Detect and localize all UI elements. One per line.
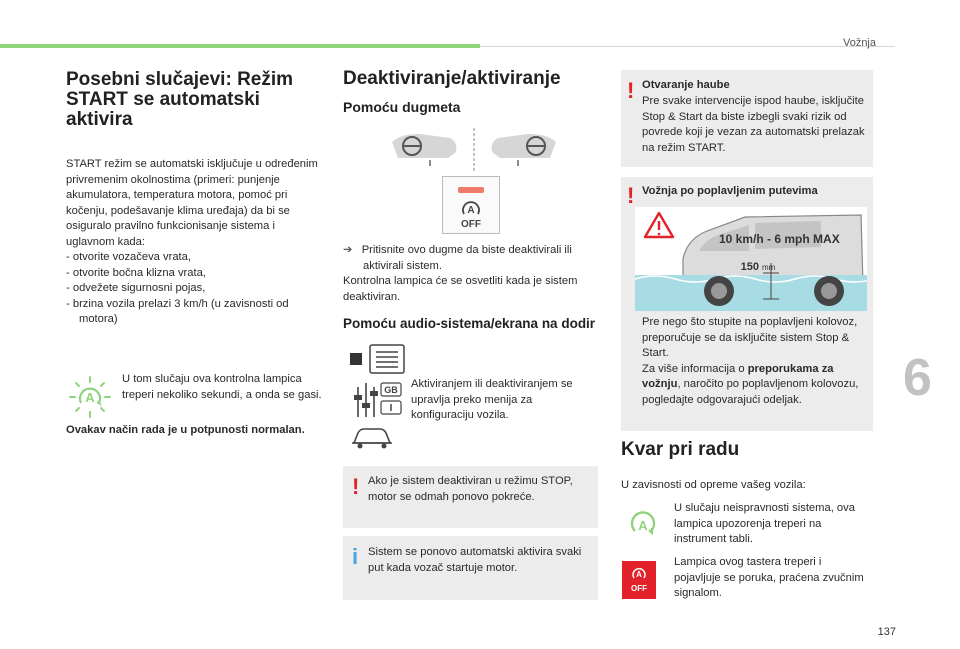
flood-speed-label: 10 km/h - 6 mph MAX bbox=[719, 232, 840, 246]
fault-off-button-icon bbox=[622, 561, 656, 599]
flood-text-1: Pre nego što stupite na poplavljeni kolovoz, preporučuje se da isključite sistem Stop & Start. bbox=[642, 316, 858, 359]
fault-auto-start-icon bbox=[631, 566, 647, 580]
arrow-bullet-icon: ➔ bbox=[343, 244, 353, 256]
header-rule bbox=[480, 46, 895, 47]
warning-icon: ! bbox=[627, 78, 635, 103]
off-button-label: OFF bbox=[461, 219, 481, 230]
start-flashing-lamp-icon bbox=[68, 375, 112, 419]
list-item: - otvorite vozačeva vrata, bbox=[66, 251, 191, 263]
touchscreen-menu-icons bbox=[348, 343, 408, 453]
flood-text-2: Za više informacija o preporukama za vožnju, naročito po poplavljenom kolovozu, pogledajte odgovarajući odeljak. bbox=[642, 362, 859, 406]
fault-item-2: Lampica ovog tastera treperi i pojavljuje se poruka, praćena zvučnim signalom. bbox=[674, 556, 864, 599]
info-restart-text: Sistem se ponovo automatski aktivira svaki put kada vozač startuje motor. bbox=[368, 546, 582, 574]
chapter-number: 6 bbox=[903, 349, 932, 407]
hood-text: Pre svake intervencije ispod haube, isključite Stop & Start da biste izbegli svaki rizik od povrede koji je vezan za automatski prelazak na režim START. bbox=[642, 95, 865, 154]
warning-box-flood bbox=[621, 177, 873, 431]
flood-depth-value: 150 bbox=[740, 261, 759, 273]
info-icon: i bbox=[352, 544, 359, 569]
stop-start-off-button[interactable] bbox=[442, 176, 500, 234]
page-number: 137 bbox=[877, 626, 896, 638]
col2-menu-text: Aktiviranjem ili deaktiviranjem se upravlja preko menija za konfiguraciju vozila. bbox=[411, 378, 573, 421]
col1-normal-text: Ovakav način rada je u potpunosti normalan. bbox=[66, 424, 305, 436]
fault-off-label: OFF bbox=[631, 584, 647, 593]
hood-title: Otvaranje haube bbox=[642, 79, 730, 91]
list-item: - brzina vozila prelazi 3 km/h (u zavisnosti od motora) bbox=[66, 297, 289, 325]
fault-item-1: U slučaju neispravnosti sistema, ova lampica upozorenja treperi na instrument tabli. bbox=[674, 502, 855, 545]
flood-title: Vožnja po poplavljenim putevima bbox=[642, 185, 818, 197]
list-item: - odvežete sigurnosni pojas, bbox=[66, 282, 206, 294]
fault-intro: U zavisnosti od opreme vašeg vozila: bbox=[621, 479, 806, 491]
warning-stop-text: Ako je sistem deaktiviran u režimu STOP, motor se odmah ponovo pokreće. bbox=[368, 475, 573, 503]
auto-start-icon bbox=[459, 199, 483, 217]
warning-box-stop bbox=[343, 466, 598, 528]
col2-lamp-text: Kontrolna lampica će se osvetliti kada je sistem deaktiviran. bbox=[343, 275, 578, 303]
col2-button-text bbox=[343, 243, 601, 305]
press-instruction: ➔ Pritisnite ovo dugme da biste deaktivirali ili aktivirali sistem. bbox=[343, 244, 572, 272]
language-gb-label: GB bbox=[384, 385, 398, 395]
list-item: - otvorite bočna klizna vrata, bbox=[66, 266, 206, 279]
fault-title: Kvar pri radu bbox=[621, 439, 740, 460]
header-accent-bar bbox=[0, 44, 480, 48]
flooded-road-car-illustration bbox=[635, 207, 867, 311]
col1-bullet-list bbox=[66, 250, 324, 328]
warning-box-hood bbox=[621, 70, 873, 167]
fault-start-lamp-icon bbox=[628, 509, 658, 539]
info-box-restart bbox=[343, 536, 598, 600]
warning-icon: ! bbox=[352, 474, 360, 499]
warning-icon: ! bbox=[627, 183, 635, 208]
col2-title: Deaktiviranje/aktiviranje bbox=[343, 68, 561, 89]
svg-text:A: A bbox=[85, 390, 95, 405]
flood-illustration bbox=[635, 207, 867, 311]
flood-text-block bbox=[642, 315, 867, 408]
col1-lamp-text: U tom slučaju ova kontrolna lampica treperi nekoliko sekundi, a onda se gasi. bbox=[122, 373, 322, 401]
col1-title: Posebni slučajevi: Režim START se automatski aktivira bbox=[66, 69, 294, 130]
col2-subtitle-touchscreen: Pomoću audio-sistema/ekrana na dodir bbox=[343, 316, 596, 331]
svg-text:A: A bbox=[638, 518, 648, 533]
svg-text:A: A bbox=[636, 570, 642, 579]
section-name: Vožnja bbox=[842, 37, 876, 49]
col1-intro: START režim se automatski isključuje u određenim privremenim okolnostima (primeri: punjenje akumulatora, temperatura motora, pomoć pri kočenju, podešavanje klima uređaja) da bi se osiguralo pravilno funkcionisanje sistema i uglavnom kada: bbox=[66, 158, 318, 248]
svg-text:A: A bbox=[467, 205, 475, 216]
col1-intro-block bbox=[66, 157, 324, 328]
steering-wheel-illustration bbox=[390, 128, 558, 174]
col2-subtitle-button: Pomoću dugmeta bbox=[343, 99, 461, 115]
flood-depth-unit: mm bbox=[762, 263, 776, 272]
off-button-indicator bbox=[458, 187, 484, 193]
